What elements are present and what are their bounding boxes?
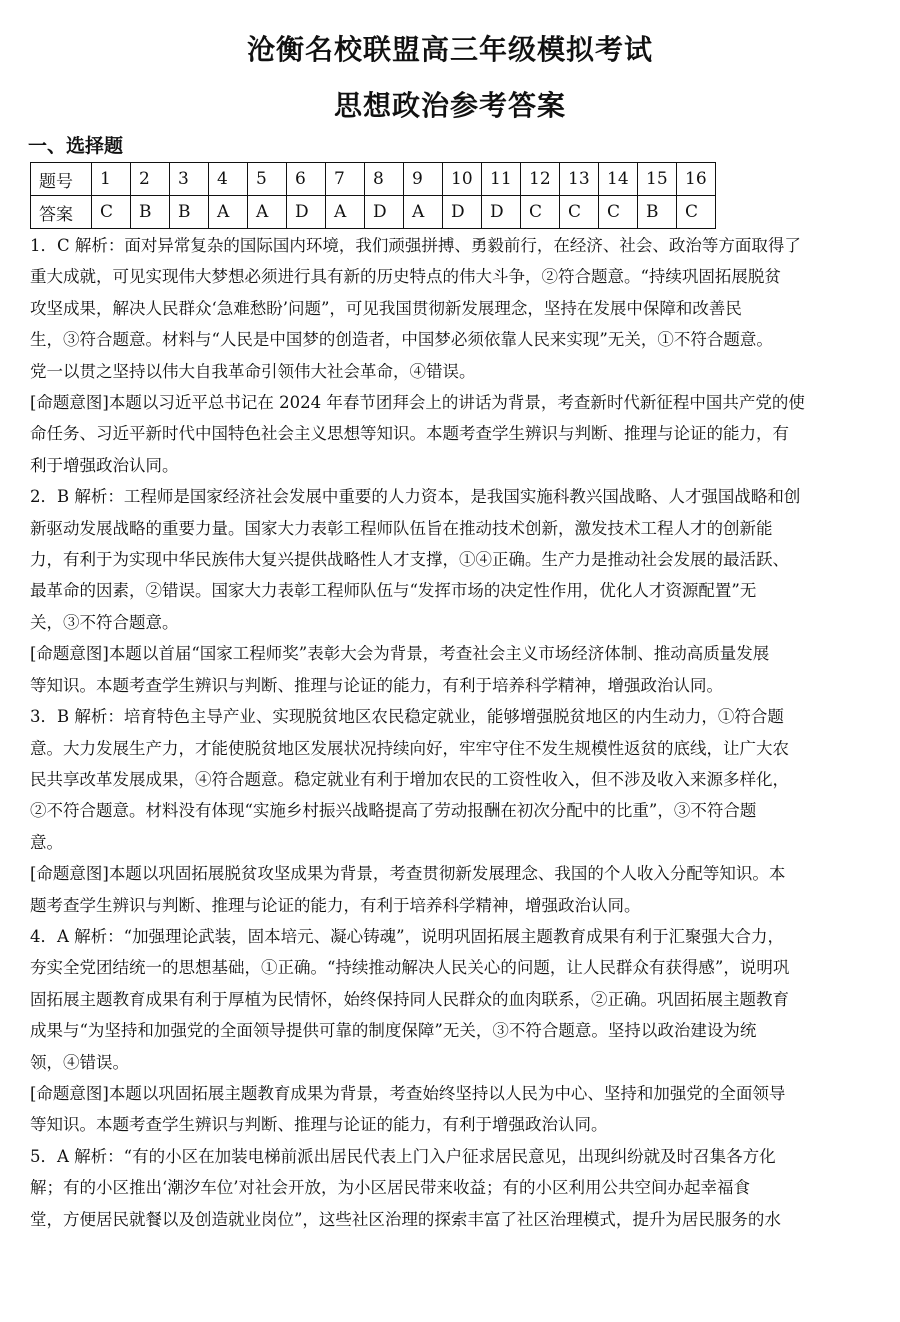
explanation-text [30, 230, 870, 1235]
text-line: [命题意图]本题以巩固拓展主题教育成果为背景，考查始终坚持以人民为中心、坚持和加强党的全面领导 [30, 1083, 786, 1103]
question-number: 12 [521, 163, 560, 196]
answer-cell: B [131, 196, 170, 229]
text-line: 1．C 解析：面对异常复杂的国际国内环境，我们顽强拼搏、勇毅前行，在经济、社会、政治等方面取得了 [30, 236, 801, 255]
question-number: 15 [638, 163, 677, 196]
text-line: 成果与“为坚持和加强党的全面领导提供可靠的制度保障”无关，③不符合题意。坚持以政治建设为统 [30, 1021, 757, 1041]
answer-cell: D [443, 196, 482, 229]
answer-cell: C [599, 196, 638, 229]
question-number-row [31, 163, 716, 196]
text-line: 生，③符合题意。材料与“人民是中国梦的创造者，中国梦必须依靠人民来实现”无关，①不符合题意。 [30, 330, 773, 350]
text-line: 攻坚成果，解决人民群众‘急难愁盼’问题”，可见我国贯彻新发展理念，坚持在发展中保障和改善民 [30, 298, 742, 318]
question-number: 3 [170, 163, 209, 196]
text-line: 解；有的小区推出‘潮汐车位’对社会开放，为小区居民带来收益；有的小区利用公共空间办起幸福食 [30, 1178, 750, 1198]
question-number: 1 [92, 163, 131, 196]
text-line: 利于增强政治认同。 [30, 455, 179, 475]
text-line: 新驱动发展战略的重要力量。国家大力表彰工程师队伍旨在推动技术创新，激发技术工程人才的创新能 [30, 518, 773, 538]
text-line: 最革命的因素，②错误。国家大力表彰工程师队伍与“发挥市场的决定性作用，优化人才资源配置”无 [30, 581, 757, 601]
text-line: 2．B 解析：工程师是国家经济社会发展中重要的人力资本，是我国实施科教兴国战略、人才强国战略和创 [30, 487, 801, 507]
answer-cell: D [365, 196, 404, 229]
answer-cell: D [482, 196, 521, 229]
section-heading: 一、选择题 [28, 135, 124, 157]
text-line: [命题意图]本题以巩固拓展脱贫攻坚成果为背景，考查贯彻新发展理念、我国的个人收入分配等知识。本 [30, 864, 786, 884]
text-line: 题考查学生辨识与判断、推理与论证的能力，有利于培养科学精神，增强政治认同。 [30, 895, 641, 915]
answer-cell: B [170, 196, 209, 229]
row-label-number: 题号 [31, 163, 92, 196]
text-line: 民共享改革发展成果，④符合题意。稳定就业有利于增加农民的工资性收入，但不涉及收入来源多样化， [30, 769, 789, 789]
question-number: 10 [443, 163, 482, 196]
row-label-answer: 答案 [31, 196, 92, 229]
document-title: 沧衡名校联盟高三年级模拟考试 [246, 33, 653, 66]
question-number: 5 [248, 163, 287, 196]
answer-table [30, 162, 716, 229]
text-line: 堂，方便居民就餐以及创造就业岗位”，这些社区治理的探索丰富了社区治理模式，提升为居民服务的水 [30, 1209, 781, 1229]
answer-row [31, 196, 716, 229]
text-line: 力，有利于为实现中华民族伟大复兴提供战略性人才支撑，①④正确。生产力是推动社会发展的最活跃、 [30, 550, 789, 570]
text-line: 领，④错误。 [30, 1052, 129, 1072]
document-subtitle: 思想政治参考答案 [333, 89, 566, 122]
question-number: 11 [482, 163, 521, 196]
question-number: 2 [131, 163, 170, 196]
text-line: 关，③不符合题意。 [30, 612, 179, 632]
text-line: 等知识。本题考查学生辨识与判断、推理与论证的能力，有利于增强政治认同。 [30, 1115, 608, 1135]
text-line: 意。大力发展生产力，才能使脱贫地区发展状况持续向好，牢牢守住不发生规模性返贫的底线，让广大农 [30, 738, 789, 758]
text-line: 重大成就，可见实现伟大梦想必须进行具有新的历史特点的伟大斗争，②符合题意。“持续巩固拓展脱贫 [30, 267, 781, 287]
text-line: 命任务、习近平新时代中国特色社会主义思想等知识。本题考查学生辨识与判断、推理与论证的能力，有 [30, 424, 789, 444]
question-number: 4 [209, 163, 248, 196]
answer-cell: C [560, 196, 599, 229]
answer-cell: A [326, 196, 365, 229]
answer-cell: C [521, 196, 560, 229]
text-line: 5．A 解析：“有的小区在加装电梯前派出居民代表上门入户征求居民意见，出现纠纷就及时召集各方化 [30, 1146, 776, 1166]
question-number: 7 [326, 163, 365, 196]
text-line: 固拓展主题教育成果有利于厚植为民情怀，始终保持同人民群众的血肉联系，②正确。巩固拓展主题教育 [30, 989, 789, 1009]
text-line: 4．A 解析：“加强理论武装，固本培元、凝心铸魂”，说明巩固拓展主题教育成果有利于汇聚强大合力， [30, 926, 785, 946]
text-line: [命题意图]本题以习近平总书记在 2024 年春节团拜会上的讲话为背景，考查新时代新征程中国共产党的使 [30, 393, 805, 413]
question-number: 6 [287, 163, 326, 196]
answer-cell: B [638, 196, 677, 229]
text-line: [命题意图]本题以首届“国家工程师奖”表彰大会为背景，考查社会主义市场经济体制、推动高质量发展 [30, 644, 770, 664]
question-number: 9 [404, 163, 443, 196]
question-number: 13 [560, 163, 599, 196]
answer-cell: A [404, 196, 443, 229]
text-line: 等知识。本题考查学生辨识与判断、推理与论证的能力，有利于培养科学精神，增强政治认同。 [30, 675, 723, 695]
answer-cell: D [287, 196, 326, 229]
answer-cell: C [92, 196, 131, 229]
text-line: 夯实全党团结统一的思想基础，①正确。“持续推动解决人民关心的问题，让人民群众有获得感”，说明巩 [30, 958, 790, 978]
text-line: 党一以贯之坚持以伟大自我革命引领伟大社会革命，④错误。 [30, 361, 476, 381]
text-line: 3．B 解析：培育特色主导产业、实现脱贫地区农民稳定就业，能够增强脱贫地区的内生动力，①符合题 [30, 707, 784, 727]
text-line: ②不符合题意。材料没有体现“实施乡村振兴战略提高了劳动报酬在初次分配中的比重”，③不符合题 [30, 801, 757, 821]
question-number: 16 [677, 163, 716, 196]
answer-cell: C [677, 196, 716, 229]
question-number: 8 [365, 163, 404, 196]
answer-cell: A [209, 196, 248, 229]
question-number: 14 [599, 163, 638, 196]
answer-cell: A [248, 196, 287, 229]
text-line: 意。 [30, 832, 63, 852]
